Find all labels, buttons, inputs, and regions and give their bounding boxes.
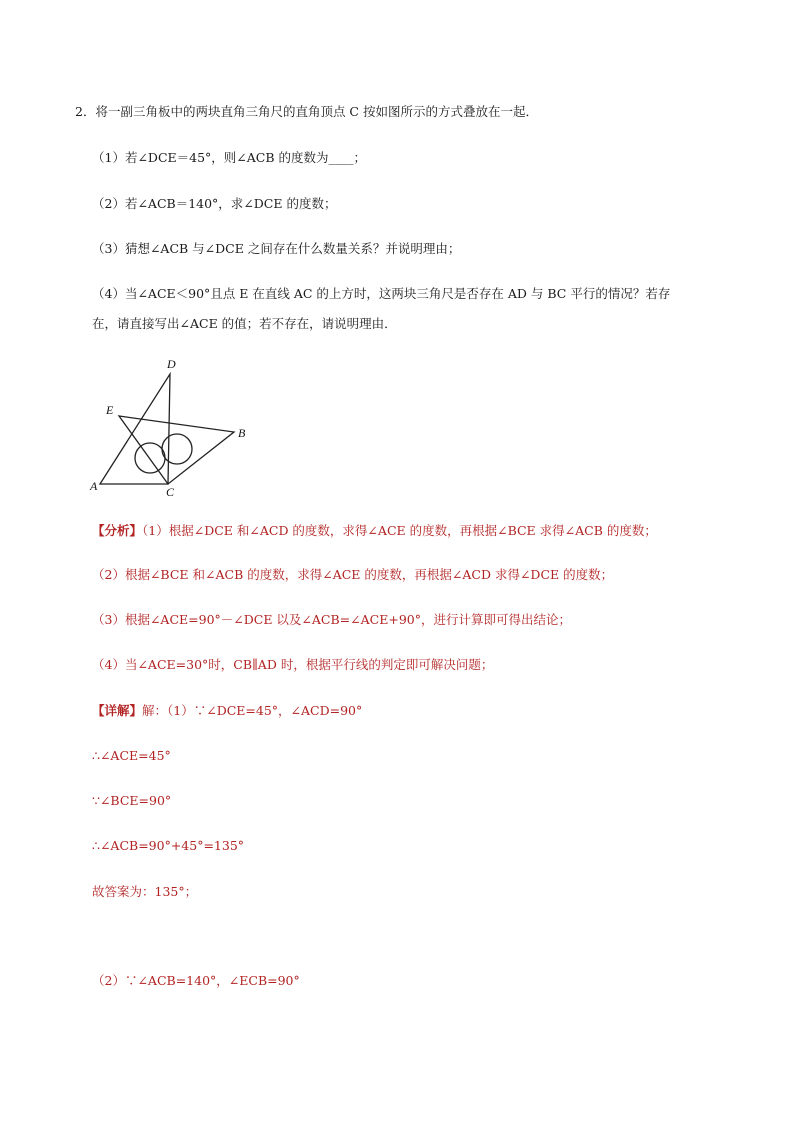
label-B: B xyxy=(238,426,246,440)
analysis-tag: 【分析】 xyxy=(92,523,143,538)
question-part-4-cont: 在，请直接写出∠ACE 的值；若不存在，请说明理由． xyxy=(92,316,397,331)
detail-part-2: （2）∵∠ACB=140°，∠ECB=90° xyxy=(92,973,300,988)
analysis-line-4: （4）当∠ACE=30°时，CB∥AD 时，根据平行线的判定即可解决问题； xyxy=(92,657,494,672)
analysis-line-1 xyxy=(92,523,657,539)
detail-tag: 【详解】 xyxy=(92,703,143,718)
analysis-line-3: （3）根据∠ACE=90°－∠DCE 以及∠ACB=∠ACE+90°，进行计算即可得出结论； xyxy=(92,612,571,627)
detail-line-5: 故答案为：135°； xyxy=(92,884,198,899)
question-part-3: （3）猜想∠ACB 与∠DCE 之间存在什么数量关系？并说明理由； xyxy=(92,241,461,256)
detail-line-1 xyxy=(92,703,362,719)
detail-text-1: 解：（1）∵∠DCE=45°，∠ACD=90° xyxy=(142,703,363,718)
detail-line-4: ∴∠ACB=90°+45°=135° xyxy=(92,838,245,853)
analysis-line-2: （2）根据∠BCE 和∠ACB 的度数，求得∠ACE 的度数，再根据∠ACD 求得∠DCE 的度数； xyxy=(92,567,614,582)
geometry-figure xyxy=(82,352,272,500)
question-part-1: （1）若∠DCE＝45°，则∠ACB 的度数为____； xyxy=(92,150,367,165)
label-C: C xyxy=(166,485,175,499)
question-part-2: （2）若∠ACB＝140°，求∠DCE 的度数； xyxy=(92,196,337,211)
analysis-text-1: （1）根据∠DCE 和∠ACD 的度数，求得∠ACE 的度数，再根据∠BCE 求得∠ACB 的度数； xyxy=(142,523,657,538)
triangle-acd xyxy=(100,374,170,484)
label-A: A xyxy=(90,479,98,493)
detail-line-3: ∵∠BCE=90° xyxy=(92,793,172,808)
question-part-4: （4）当∠ACE＜90°且点 E 在直线 AC 的上方时，这两块三角尺是否存在 AD 与 BC 平行的情况？若存 xyxy=(92,286,671,301)
detail-line-2: ∴∠ACE=45° xyxy=(92,748,171,763)
overlap-circle-right xyxy=(162,434,192,464)
question-stem: 2．将一副三角板中的两块直角三角尺的直角顶点 C 按如图所示的方式叠放在一起． xyxy=(75,104,538,119)
label-D: D xyxy=(167,357,176,371)
label-E: E xyxy=(106,403,114,417)
